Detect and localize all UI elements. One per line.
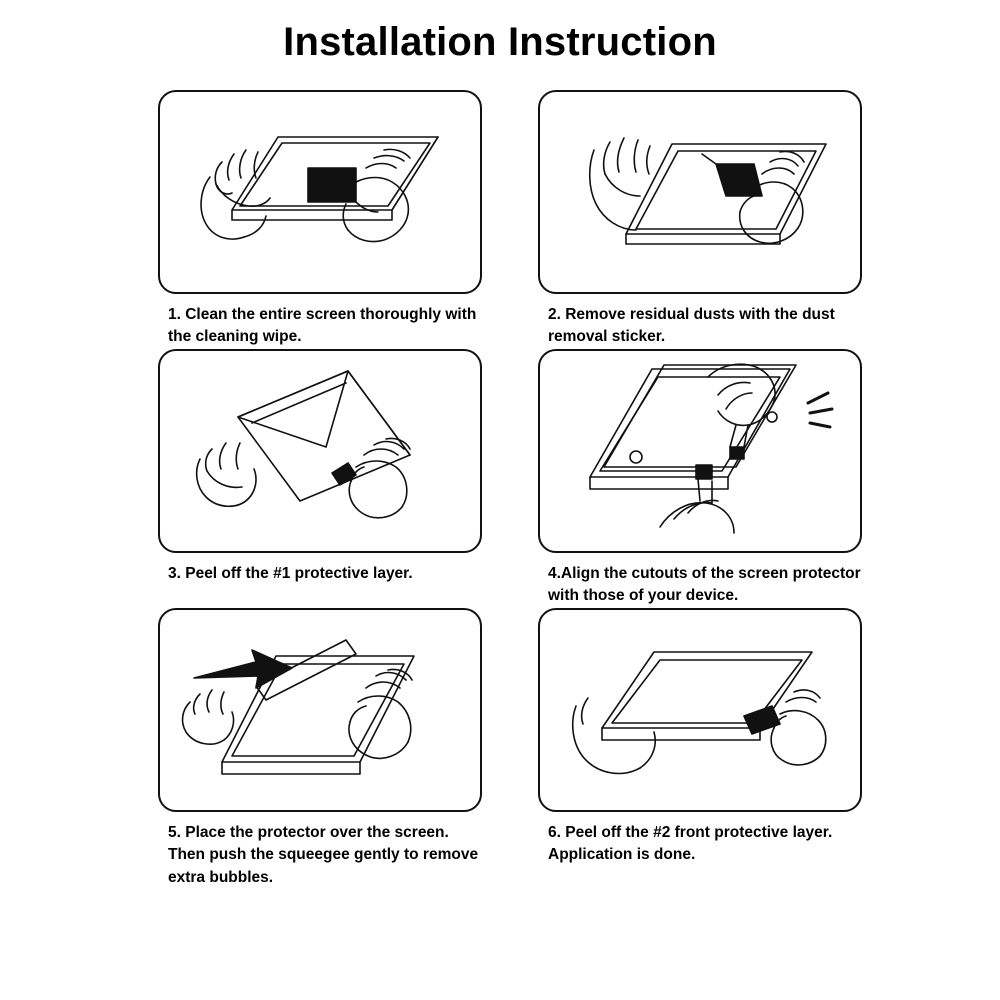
step-item-5 [150,608,490,889]
page-title: Installation Instruction [283,20,717,64]
step-item-6 [530,608,870,889]
step-2-illustration-panel [538,90,862,294]
step-3-illustration-panel [158,349,482,553]
step-3-caption: 3. Peel off the #1 protective layer. [168,564,413,582]
step-1-caption: 1. Clean the entire screen thoroughly with the cleaning wipe. [168,306,477,346]
step-item-4 [530,349,870,608]
step-5-illustration-panel [158,608,482,812]
step-4-caption: 4.Align the cutouts of the screen protector with those of your device. [548,564,861,605]
step-5-caption: 5. Place the protector over the screen. Then push the squeegee gently to remove extra bubbles. [168,823,479,886]
step-item-2 [530,90,870,349]
step-6-illustration-panel [538,608,862,812]
step-6-artwork [540,610,860,810]
step-item-3 [150,349,490,608]
step-3-artwork [160,351,480,551]
step-6-caption: 6. Peel off the #2 front protective layer. Application is done. [548,823,833,864]
step-5-artwork [160,610,480,810]
steps-grid [150,90,870,889]
step-4-illustration-panel [538,349,862,553]
step-4-artwork [540,351,860,551]
step-1-artwork [160,92,480,292]
step-item-1 [150,90,490,349]
step-2-artwork [540,92,860,292]
step-2-caption: 2. Remove residual dusts with the dust removal sticker. [548,306,835,346]
step-1-illustration-panel [158,90,482,294]
